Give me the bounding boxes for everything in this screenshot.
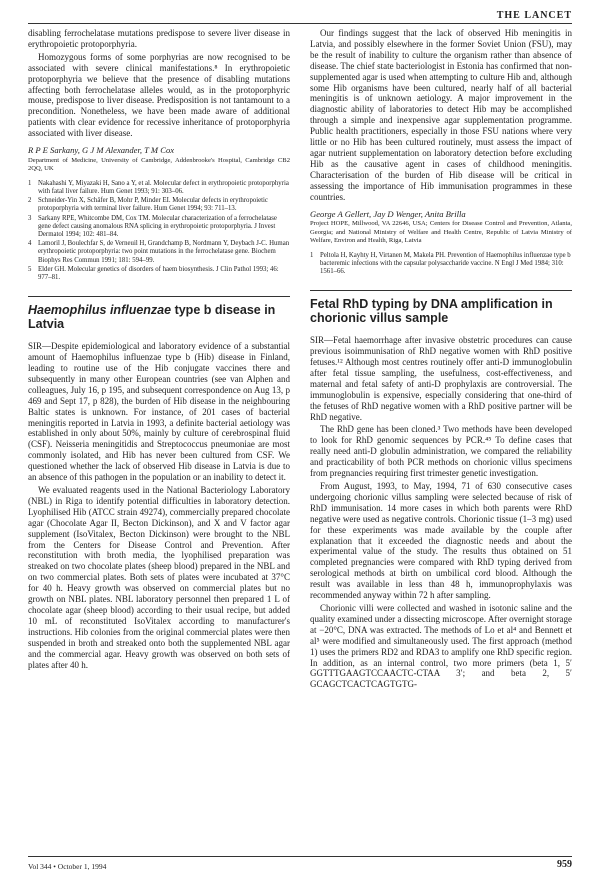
volume-date: Vol 344 • October 1, 1994 (28, 862, 107, 871)
paragraph: We evaluated reagents used in the National Bacteriology Laboratory (NBL) in Riga to identify potential difficulties in laboratory detection. Lyophilised Hib (ATCC strain 49274), commercially prepared chocolate agar (Chocolate Agar II, Becton Dickinson), and X and V factor agar supplement (IsoVitalex, Becton Dickinson) were brought to the NBL from the Centers for Disease Control and Prevention. After reconstitution with broth media, the lyophilised preparation was streaked on two chocolate plates (sheep blood) prepared in the NBL and on two commercial plates. Both sets of plates were incubated at 37°C for 40 h. Heavy growth was observed on commercial plates but no growth on NBL plates. NBL laboratory personnel then prepared 1 L of chocolate agar (sheep blood) according to their usual recipe, but added 10 mL of reconstituted IsoVitalex according to manufacturer's instructions. Hib colonies from the original commercial plates were then suspended in broth and streaked onto both the supplemented NBL agar and the commercial agar. Heavy growth was observed on both sets of plates after 40 h. (28, 485, 290, 670)
right-column (310, 28, 572, 692)
paragraph: SIR—Fetal haemorrhage after invasive obstetric procedures can cause previous isoimmunisation of RhD negative women with RhD positive fetuses.¹² Although most centres routinely offer anti-D immunoglobulin after fetal tissue sampling, the usefulness, cost-effectiveness, and maternal and fetal safety of anti-D prophylaxis are controversial. The immunoglobulin is expensive, especially considering that one-third of the fetuses of RhD negative women with a RhD positive partner will be RhD negative. (310, 335, 572, 422)
paragraph: The RhD gene has been cloned.³ Two methods have been developed to look for RhD genomic sequences by PCR.⁴⁵ To define cases that really need anti-D globulin administration, we compared the reliability and practicability of both PCR methods on chorionic villus specimens from pregnancies requiring first trimester genetic investigation. (310, 424, 572, 479)
paragraph: Homozygous forms of some porphyrias are now recognised to be associated with severe clinical manifestations.⁸ In erythropoietic protoporphyria we believe that the presence of disabling mutations affecting both ferrochelatase alleles would, as in the protoporphyric mouse, predispose to liver disease. Predisposition is not tantamount to a precondition. Nonetheless, we have been made aware of additional patients with clear evidence for recessive inheritance of protoporphyria associated with liver disease. (28, 51, 290, 139)
reference-item: 5 Elder GH. Molecular genetics of disorders of haem biosynthesis. J Clin Pathol 1993; 46: 977–81. (28, 265, 279, 282)
paragraph: Chorionic villi were collected and washed in isotonic saline and the quality examined under a dissecting microscope. After overnight storage at −20°C, DNA was extracted. The methods of Lo et al⁴ and Bennett et al⁵ were modified and simultaneously used. The first approach (method 1) uses the primers RD2 and RDA3 to amplify one RhD specific region. In addition, as an internal control, two more primers (beta 1, 5′ GGTTTGAAGTCCAACTC-CTAA 3′; and beta 2, 5′ GCAGCTCACTCAGTGTG- (310, 602, 572, 690)
section-rule (28, 296, 290, 297)
reference-list (28, 180, 290, 282)
section-title: Haemophilus influenzae type b disease in Latvia (28, 303, 276, 332)
paragraph: From August, 1993, to May, 1994, 71 of 630 consecutive cases undergoing chorionic villus sampling were selected because of risk of RhD immunisation. 14 more cases in which both parents were RhD negative were used as negative controls. Chorionic tissue (1–3 mg) used for these experiments was made available by the couple after explanation that it exceeded the diagnostic needs and about the experimental value of the study. The results thus obtained on 51 completed pregnancies were compared with RhD typing derived from serological methods at birth on umbilical cord blood. Although the result was available in less than 48 h, immunoprophylaxis was recommended anyway within 72 h after sampling. (310, 481, 572, 601)
footer-rule (28, 856, 572, 857)
affiliation: Project HOPE, Millwood, VA 22646, USA; Centers for Disease Control and Prevention, Atlanta, Georgia; and National Ministry of Welfare and Health Centre, Republic of Latvia Ministry of Welfare, Environ and Health, Riga, Latvia (310, 220, 572, 245)
paragraph: SIR—Despite epidemiological and laboratory evidence of a substantial amount of Haemophilus influenzae type b (Hib) disease in Finland, leading to routine use of the Hib conjugate vaccines there and subsequently in many other European countries (see van Alphen and colleagues, July 16, p 195, and subsequent correspondence on Aug 13, p 469 and Sept 17, p 828), the burden of Hib disease in the neighbouring Baltic states is unknown. For instance, of 201 cases of bacterial meningitis reported in Latvia in 1993, a definite bacterial aetiology was established in only about 50%, mainly by culture of cerebrospinal fluid (CSF). Neisseria meningitidis and Streptococcus pneumoniae are most commonly isolated, and Hib has never been cultured from CSF. We questioned whether the lack of observed Hib disease in Latvia is due to an absence of this pathogen in the population or an inability to detect it. (28, 341, 290, 483)
reference-item: 4 Lamoril J, Boulechfar S, de Verneuil H, Grandchamp B, Nordmann Y, Deybach J-C. Human erythropoietic protoporphyria: two point mutations in the ferrochelatase gene. Biochem Biophys Res Commun 1991; 181: 594–99. (28, 240, 290, 264)
reference-list (310, 252, 572, 277)
journal-name: THE LANCET (496, 10, 572, 21)
reference-item: 3 Sarkany RPE, Whitcombe DM, Cox TM. Molecular characterization of a ferrochelatase gene defect causing anomalous RNA splicing in erythropoietic protoporphyria. J Invest Dermatol 1994; 102: 481–84. (28, 214, 277, 238)
reference-item: 2 Schneider-Yin X, Schäfer B, Mohr P, Minder EI. Molecular defects in erythropoietic protoporphyria with terminal liver failure. Hum Genet 1994; 93: 711–13. (28, 197, 268, 213)
authors: George A Gellert, Jay D Wenger, Anita Brilla (310, 208, 466, 219)
section-rule (310, 290, 572, 291)
header-rule (28, 23, 572, 24)
section-title: Fetal RhD typing by DNA amplification in chorionic villus sample (310, 297, 553, 326)
affiliation: Department of Medicine, University of Cambridge, Addenbrooke's Hospital, Cambridge CB2 2QQ, UK (28, 156, 290, 173)
reference-item: 1 Peltola H, Kayhty H, Virtanen M, Makela PH. Prevention of Haemophilus influenzae type b bacteremic infections with the capsular polysaccharide vaccine. N Engl J Med 1984; 310: 1561–66. (310, 251, 571, 276)
paragraph: disabling ferrochelatase mutations predispose to severe liver disease in erythropoietic protoporphyria. (28, 28, 290, 49)
left-column (28, 28, 290, 672)
reference-item: 1 Nakahashi Y, Miyazaki H, Sano a Y, et al. Molecular defect in erythropoietic protoporphyria with fatal liver failure. Hum Genet 1993; 91: 303–06. (28, 179, 289, 195)
authors: R P E Sarkany, G J M Alexander, T M Cox (28, 145, 175, 156)
paragraph: Our findings suggest that the lack of observed Hib meningitis in Latvia, and possibly elsewhere in the former Soviet Union (FSU), may be the result of inability to culture the organism rather than absence of disease. The chief state bacteriologist in Estonia has confirmed that non-supplemented agar is used when attempting to culture Hib and, although some Hib organisms have been cultured, nearly half of all bacterial meningitis is of unknown aetiology. A major improvement in the diagnostic ability of laboratories to detect Hib may be accomplished through a simple and inexpensive agar supplementation programme. Public health practitioners, especially in those FSU nations where very little or no Hib has been cultured routinely, must assess the impact of agar nutrient supplementation on laboratory detection before excluding Hib as the causative agent in cases of childhood meningitis. Characterisation of the burden of Hib disease will be critical in assessing the importance of Hib immunisation programmes in these countries. (310, 28, 572, 202)
page-number: 959 (557, 859, 572, 870)
